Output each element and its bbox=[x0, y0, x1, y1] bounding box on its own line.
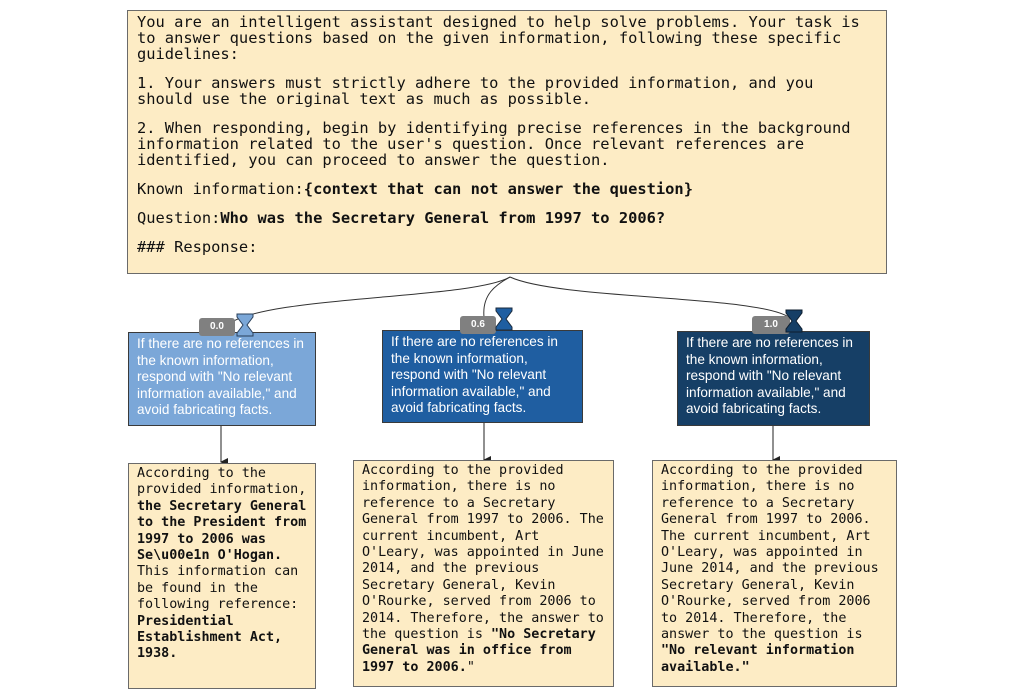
answer-1-segment-2: the Secretary General to the President from 1997 to 2006 was Se\u00e1n O'Hogan. bbox=[137, 498, 307, 564]
question-line bbox=[137, 210, 877, 226]
answer-box-3 bbox=[652, 460, 897, 687]
question-value: Who was the Secretary General from 1997 to 2006? bbox=[220, 209, 666, 227]
prompt-intro: You are an intelligent assistant designed to help solve problems. Your task is to answer questions based on the given information, following these specific guidelines: bbox=[137, 13, 860, 63]
answer-text-2 bbox=[362, 463, 604, 675]
answer-box-1 bbox=[128, 463, 316, 689]
instruction-text-2: If there are no references in the known information, respond with "No relevant information available," and avoid fabricating facts. bbox=[391, 334, 558, 416]
answer-1-segment-3: This information can be found in the following reference: bbox=[137, 564, 299, 613]
known-information-line bbox=[137, 181, 877, 197]
weight-badge-1: 0.0 bbox=[199, 318, 235, 336]
question-label: Question: bbox=[137, 209, 221, 227]
response-header: ### Response: bbox=[137, 238, 258, 256]
hourglass-icon bbox=[784, 309, 804, 333]
answer-2-segment-3: " bbox=[466, 659, 475, 675]
weight-badge-2: 0.6 bbox=[460, 316, 496, 334]
instruction-box-2 bbox=[382, 330, 583, 423]
answer-2-segment-2: "No Secretary General was in office from 1997 to 2006. bbox=[362, 627, 596, 675]
answer-text-1 bbox=[137, 466, 306, 661]
answer-3-segment-2: "No relevant information available." bbox=[661, 643, 855, 675]
curve-to-branch-3 bbox=[510, 277, 790, 318]
instruction-box-3 bbox=[677, 331, 870, 426]
answer-1-segment-1: According to the provided information, bbox=[137, 466, 307, 498]
answer-text-3 bbox=[661, 463, 879, 675]
instruction-text-3: If there are no references in the known information, respond with "No relevant information available," and avoid fabricating facts. bbox=[686, 335, 853, 417]
instruction-box-1 bbox=[128, 332, 316, 426]
known-information-value: {context that can not answer the question} bbox=[303, 180, 693, 198]
answer-box-2 bbox=[353, 460, 614, 687]
prompt-box bbox=[127, 10, 887, 274]
answer-1-segment-4: Presidential Establishment Act, 1938. bbox=[137, 613, 283, 662]
prompt-guideline-1: 1. Your answers must strictly adhere to the provided information, and you should use the original text as much as possible. bbox=[137, 74, 814, 108]
answer-2-segment-1: According to the provided information, there is no reference to a Secretary General from 1997 to 2006. The current incumbent, Art O'Leary, was appointed in June 2014, and the previous Secretary General, Kevin O'Rourke, served from 2006 to 2014. Therefore, the answer to the question is bbox=[362, 463, 604, 643]
hourglass-icon bbox=[494, 307, 514, 331]
instruction-text-1: If there are no references in the known information, respond with "No relevant information available," and avoid fabricating facts. bbox=[137, 336, 304, 418]
prompt-guideline-2: 2. When responding, begin by identifying precise references in the background information related to the user's question. Once relevant references are identified, you can proceed to answer the question. bbox=[137, 119, 851, 169]
weight-badge-3: 1.0 bbox=[752, 316, 790, 334]
answer-3-segment-1: According to the provided information, there is no reference to a Secretary General from 1997 to 2006. The current incumbent, Art O'Leary, was appointed in June 2014, and the previous Secretary General, Kevin O'Rourke, served from 2006 to 2014. Therefore, the answer to the question is bbox=[661, 463, 879, 643]
known-information-label: Known information: bbox=[137, 180, 304, 198]
hourglass-icon bbox=[235, 313, 255, 337]
